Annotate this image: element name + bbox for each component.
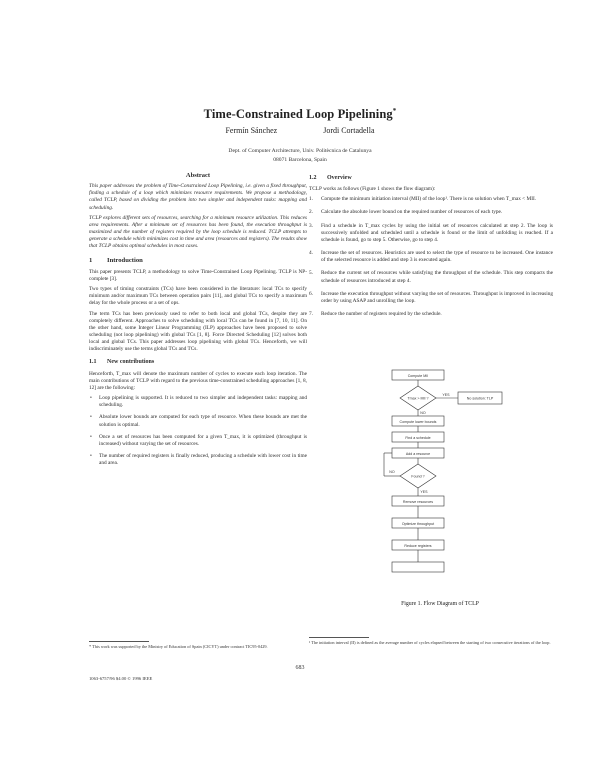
flow-node-label: Reduce registers (404, 544, 432, 548)
list-item: 1. Compute the minimum initiation interval (MII) of the loop¹. There is no solution when T_max < MII. (309, 196, 537, 203)
paper-title: Time-Constrained Loop Pipelining* (203, 107, 397, 122)
footnote-right: ¹ The initiation interval (II) is defined as the average number of cycles elapsed between the starting of two consecutive iterations of the loop. (309, 640, 551, 645)
flow-node-label: Remove resources (402, 500, 434, 504)
abstract-paragraph: This paper addresses the problem of Time-Constrained Loop Pipelining, i.e. given a fixed throughput, finding a schedule of a loop which minimizes resource requirements. We propose a methodology, called TCLP, based on dividing the problem into two simpler and independent tasks: mapping and scheduling. (89, 183, 307, 211)
footnote-left: * This work was supported by the Ministry of Education of Spain (CICYT) under contract TIC95-0429. (89, 644, 268, 649)
list-item: 3. Find a schedule in T_max cycles by using the initial set of resources calculated at step 2. The loop is successively unfolded and scheduled until a schedule is found or the limit of unfolding is reached. If a schedule is found, go to step 5. Otherwise, go to step 4. (309, 222, 553, 243)
authors (0, 126, 600, 135)
footnote-rule (89, 641, 149, 642)
title-footnote-mark: * (392, 107, 397, 115)
contributions-list (89, 395, 307, 467)
page-number: 683 (295, 665, 305, 671)
flow-box (392, 562, 444, 572)
body-paragraph: TCLP works as follows (Figure 1 shows the flow diagram): (309, 186, 436, 193)
flow-node-label: Compute MII (407, 374, 429, 378)
affiliation-line-1: Dept. of Computer Architecture, Univ. Politècnica de Catalunya (228, 148, 372, 154)
list-item: • Absolute lower bounds are computed for each type of resource. When these bounds are met the solution is optimal. (89, 414, 307, 428)
subsection-heading: 1.2 Overview (309, 175, 352, 181)
list-item: 6. Increase the execution throughput without varying the set of resources. Throughput is improved in increasing order by using ASAP and unrolling the loop. (309, 290, 553, 304)
figure-caption: Figure 1. Flow Diagram of TCLP (401, 601, 479, 607)
flow-edge-label: NO (389, 470, 395, 474)
flow-edge-label: NO (420, 411, 426, 415)
body-paragraph: Henceforth, T_max will denote the maximum number of cycles to execute each loop iteration. The main contributions of TCLP with regard to the previous time-constrained scheduling approaches [1, 8, 12] are the following: (89, 370, 307, 391)
flow-node-label: No solution: TLP (466, 396, 494, 401)
right-column (309, 172, 553, 324)
flow-node-label: Optimize throughput (401, 522, 435, 526)
list-item: • Loop pipelining is supported. It is reduced to two simpler and independent tasks: mapping and scheduling. (89, 395, 307, 409)
steps-list (309, 196, 553, 318)
list-item: • Once a set of resources has been computed for a given T_max, it is optimized (throughput is increased) without varying the set of resources. (89, 434, 307, 448)
flow-edge-label: YES (420, 490, 428, 494)
abstract-paragraph: TCLP explores different sets of resources, searching for a minimum resource utilization. This reduces area requirements. After a minimum set of resources has been found, the execution throughput is maximized and the number of registers required by the loop schedule is reduced. TCLP attempts to generate a schedule which minimizes cost in time and area (resources and registers). The results show that TCLP obtains optimal schedules in most cases. (89, 214, 307, 250)
copyright-line: 1063-6757/96 $4.00 © 1996 IEEE (89, 676, 153, 681)
body-paragraph: The term TCs has been previously used to refer to both local and global TCs, despite they are completely different. Approaches to solve scheduling with local TCs can be found in [7, 10, 11]. On the other hand, some Integer Linear Programming (ILP) approaches have been proposed to solve scheduling (not loop pipelining) with global TCs [1, 8]. Force Directed Scheduling [12] solves both local and global TCs. This paper addresses loop pipelining with global TCs. Henceforth, we will indiscriminately use the terms global TCs and TCs. (89, 310, 307, 353)
abstract-heading: Abstract (185, 172, 211, 179)
list-item: 2. Calculate the absolute lower bound on the required number of resources of each type. (309, 209, 503, 216)
section-heading: 1 Introduction (89, 256, 143, 264)
list-item: 7. Reduce the number of registers required by the schedule. (309, 311, 442, 318)
footnote-rule (309, 637, 369, 638)
affiliation-line-2: 08071 Barcelona, Spain (273, 157, 327, 163)
list-item: 5. Reduce the current set of resources while satisfying the throughput of the schedule. This step compacts the schedule of resources introduced at step 4. (309, 270, 553, 284)
author-1: Fermín Sánchez (225, 126, 278, 135)
list-item: • The number of required registers is finally reduced, producing a schedule with lower cost in time and area. (89, 453, 307, 467)
flow-node-label: Add a resource (405, 452, 431, 456)
left-column (89, 172, 307, 472)
abstract (89, 183, 307, 250)
body-paragraph: Two types of timing constraints (TCs) have been considered in the literature: local TCs to specify minimum and/or maximum TCs between operation pairs [11], and global TCs to specify a maximum delay for the whole process or a set of ops. (89, 286, 307, 307)
author-2: Jordi Cortadella (323, 126, 375, 135)
flow-node-label: Compute lower bounds (399, 420, 437, 424)
flow-node-label: Tmax > MII ? (407, 396, 429, 401)
flow-edge-label: YES (442, 393, 450, 397)
flow-node-label: Found ? (411, 474, 425, 479)
list-item: 4. Increase the set of resources. Heuristics are used to select the type of resource to be increased. One instance of the selected resource is added and step 3 is executed again. (309, 250, 553, 264)
body-paragraph: This paper presents TCLP, a methodology to solve Time-Constrained Loop Pipelining. TCLP is NP-complete [3]. (89, 268, 307, 282)
flow-diagram (380, 368, 510, 596)
flow-node-label: Find a schedule (405, 436, 431, 440)
affiliation (0, 147, 600, 165)
subsection-heading: 1.1 New contributions (89, 359, 155, 366)
